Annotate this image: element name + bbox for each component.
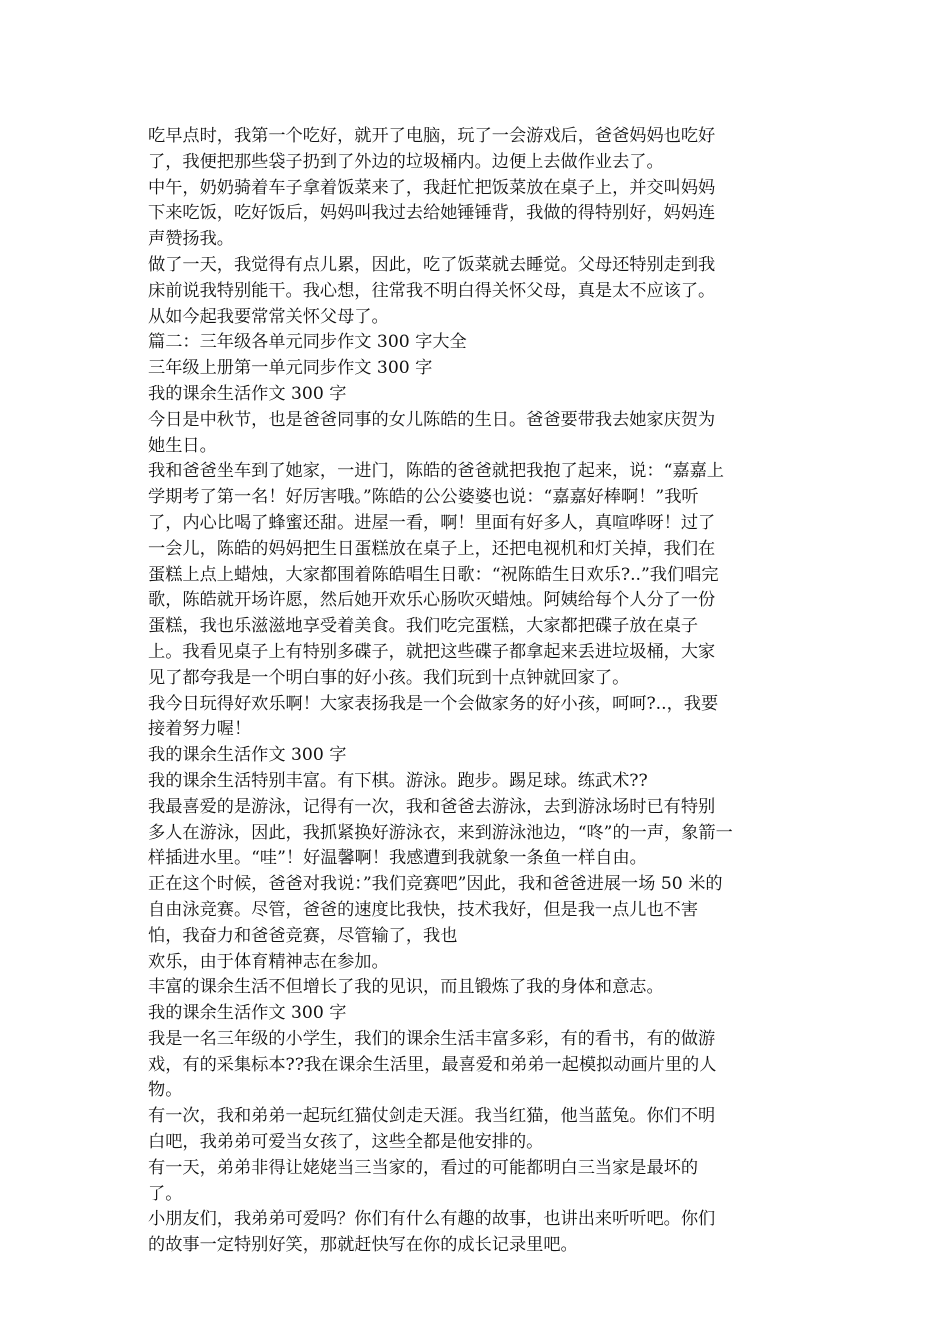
text-line: 我的课余生活作文 300 字 (148, 745, 347, 766)
text-line: 有一次，我和弟弟一起玩红猫仗剑走天涯。我当红猫，他当蓝兔。你们不明 (148, 1106, 716, 1127)
paragraph (148, 950, 808, 976)
paragraph (148, 408, 808, 460)
text-line: 我今日玩得好欢乐啊！大家表扬我是一个会做家务的好小孩，呵呵?..，我要 (148, 693, 719, 714)
text-line: 蛋糕上点上蜡烛，大家都围着陈皓唱生日歌：“祝陈皓生日欢乐?..”我们唱完 (148, 564, 719, 585)
text-line: 做了一天，我觉得有点儿累，因此，吃了饭菜就去睡觉。父母还特别走到我 (148, 254, 716, 275)
text-line: 物。 (148, 1080, 183, 1101)
paragraph (148, 124, 808, 176)
text-line: 我的课余生活特别丰富。有下棋。游泳。跑步。踢足球。练武术?? (148, 770, 648, 791)
paragraph (148, 330, 808, 356)
text-line: 了，我便把那些袋子扔到了外边的垃圾桶内。边便上去做作业去了。 (148, 151, 664, 172)
paragraph (148, 1001, 808, 1027)
text-line: 丰富的课余生活不但增长了我的见识，而且锻炼了我的身体和意志。 (148, 977, 664, 998)
text-line: 一会儿，陈皓的妈妈把生日蛋糕放在桌子上，还把电视机和灯关掉，我们在 (148, 538, 716, 559)
text-line: 欢乐，由于体育精神志在参加。 (148, 951, 389, 972)
document-body (148, 124, 808, 1259)
text-line: 接着努力喔！ (148, 719, 252, 740)
text-line: 我是一名三年级的小学生，我们的课余生活丰富多彩，有的看书，有的做游 (148, 1028, 716, 1049)
paragraph (148, 1027, 808, 1104)
text-line: 篇二：三年级各单元同步作文 300 字大全 (148, 332, 467, 353)
paragraph (148, 382, 808, 408)
paragraph (148, 1156, 808, 1208)
text-line: 自由泳竞赛。尽管，爸爸的速度比我快，技术我好，但是我一点儿也不害 (148, 899, 699, 920)
text-line: 吃早点时，我第一个吃好，就开了电脑，玩了一会游戏后，爸爸妈妈也吃好 (148, 126, 716, 146)
paragraph (148, 975, 808, 1001)
text-line: 她生日。 (148, 435, 217, 456)
text-line: 样插进水里。“哇”！好温馨啊！我感遭到我就象一条鱼一样自由。 (148, 848, 647, 869)
paragraph (148, 356, 808, 382)
text-line: 了。 (148, 1183, 183, 1204)
paragraph (148, 176, 808, 253)
text-line: 我的课余生活作文 300 字 (148, 383, 347, 404)
text-line: 蛋糕，我也乐滋滋地享受着美食。我们吃完蛋糕，大家都把碟子放在桌子 (148, 616, 699, 637)
text-line: 下来吃饭，吃好饭后，妈妈叫我过去给她锤锤背，我做的得特别好，妈妈连 (148, 203, 716, 224)
text-line: 戏，有的采集标本??我在课余生活里，最喜爱和弟弟一起模拟动画片里的人 (148, 1054, 717, 1075)
paragraph (148, 1104, 808, 1156)
paragraph (148, 743, 808, 769)
text-line: 我的课余生活作文 300 字 (148, 1003, 347, 1024)
text-line: 三年级上册第一单元同步作文 300 字 (148, 358, 433, 379)
text-line: 我和爸爸坐车到了她家，一进门，陈皓的爸爸就把我抱了起来，说：“嘉嘉上 (148, 461, 724, 482)
text-line: 多人在游泳，因此，我抓紧换好游泳衣，来到游泳池边，“咚”的一声，象箭一 (148, 822, 733, 843)
paragraph (148, 795, 808, 872)
text-line: 中午，奶奶骑着车子拿着饭菜来了，我赶忙把饭菜放在桌子上，并交叫妈妈 (148, 177, 716, 198)
paragraph (148, 459, 808, 691)
text-line: 了，内心比喝了蜂蜜还甜。进屋一看，啊！里面有好多人，真喧哗呀！过了 (148, 512, 716, 533)
paragraph (148, 1207, 808, 1259)
text-line: 床前说我特别能干。我心想，往常我不明白得关怀父母，真是太不应该了。 (148, 280, 716, 301)
paragraph (148, 769, 808, 795)
text-line: 见了都夸我是一个明白事的好小孩。我们玩到十点钟就回家了。 (148, 667, 630, 688)
text-line: 小朋友们，我弟弟可爱吗？你们有什么有趣的故事，也讲出来听听吧。你们 (148, 1209, 716, 1230)
text-line: 今日是中秋节，也是爸爸同事的女儿陈皓的生日。爸爸要带我去她家庆贺为 (148, 409, 716, 430)
paragraph (148, 872, 808, 949)
paragraph (148, 253, 808, 330)
text-line: 的故事一定特别好笑，那就赶快写在你的成长记录里吧。 (148, 1235, 578, 1256)
text-line: 白吧，我弟弟可爱当女孩了，这些全都是他安排的。 (148, 1132, 544, 1153)
text-line: 怕，我奋力和爸爸竞赛，尽管输了，我也 (148, 925, 458, 946)
text-line: 声赞扬我。 (148, 229, 234, 250)
text-line: 学期考了第一名！好厉害哦。”陈皓的公公婆婆也说：“嘉嘉好棒啊！”我听 (148, 487, 699, 508)
text-line: 上。我看见桌子上有特别多碟子，就把这些碟子都拿起来丢进垃圾桶，大家 (148, 641, 716, 662)
text-line: 正在这个时候，爸爸对我说：”我们竞赛吧”因此，我和爸爸进展一场 50 米的 (148, 874, 723, 895)
text-line: 我最喜爱的是游泳，记得有一次，我和爸爸去游泳，去到游泳场时已有特别 (148, 796, 716, 817)
text-line: 歌，陈皓就开场许愿，然后她开欢乐心肠吹灭蜡烛。阿姨给每个人分了一份 (148, 590, 716, 611)
paragraph (148, 692, 808, 744)
text-line: 从如今起我要常常关怀父母了。 (148, 306, 389, 327)
text-line: 有一天，弟弟非得让姥姥当三当家的，看过的可能都明白三当家是最坏的 (148, 1157, 699, 1178)
